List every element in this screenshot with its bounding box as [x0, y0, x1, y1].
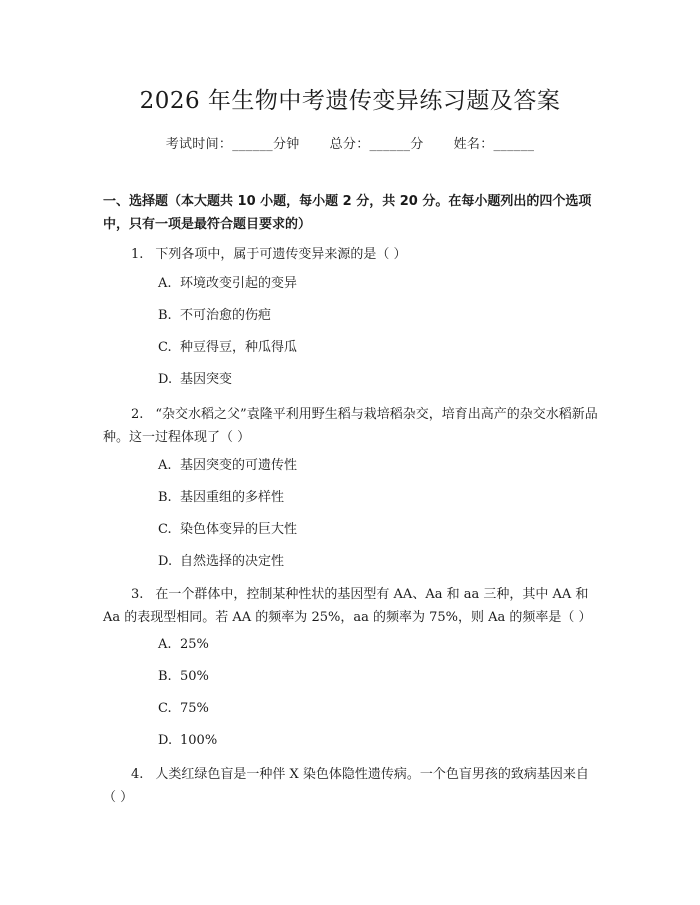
option-text: 基因重组的多样性: [180, 490, 285, 505]
option-text: 50%: [180, 669, 209, 684]
option-text: 基因突变: [180, 372, 233, 387]
option-letter: C.: [158, 340, 172, 355]
option-letter: B.: [158, 669, 172, 684]
option-text: 25%: [180, 637, 209, 652]
option-2c: [158, 521, 297, 539]
option-1b: [158, 307, 271, 325]
option-text: 环境改变引起的变异: [180, 276, 298, 291]
option-text: 染色体变异的巨大性: [180, 522, 298, 537]
option-text: 种豆得豆，种瓜得瓜: [180, 340, 298, 355]
question-1: [103, 243, 600, 266]
option-text: 75%: [180, 701, 209, 716]
option-letter: B.: [158, 308, 172, 323]
exam-time: 考试时间：______分钟: [165, 137, 300, 152]
option-2d: [158, 553, 284, 571]
question-text: 在一个群体中，控制某种性状的基因型有 AA、Aa 和 aa 三种，其中 AA 和 Aa 的表现型相同。若 AA 的频率为 25%，aa 的频率为 75%，则 Aa 的频率是（ ）: [103, 587, 592, 625]
option-letter: D.: [158, 372, 173, 387]
option-text: 自然选择的决定性: [180, 554, 285, 569]
option-text: 100%: [180, 733, 218, 748]
option-2a: [158, 457, 297, 475]
option-3b: [158, 668, 209, 686]
option-letter: C.: [158, 522, 172, 537]
option-letter: B.: [158, 490, 172, 505]
question-3: [103, 583, 600, 629]
option-text: 基因突变的可遗传性: [180, 458, 298, 473]
option-letter: D.: [158, 733, 173, 748]
option-3d: [158, 732, 217, 750]
option-3a: [158, 636, 209, 654]
option-letter: C.: [158, 701, 172, 716]
exam-score: 总分：______分: [329, 137, 424, 152]
option-3c: [158, 700, 209, 718]
exam-info-line: [0, 133, 700, 152]
question-number: 2.: [131, 407, 144, 422]
question-4: [103, 763, 600, 809]
option-1d: [158, 371, 232, 389]
question-number: 1.: [131, 247, 144, 262]
page-title: 2026 年生物中考遗传变异练习题及答案: [139, 88, 561, 114]
option-text: 不可治愈的伤疤: [180, 308, 272, 323]
question-text: 下列各项中，属于可遗传变异来源的是（ ）: [155, 247, 407, 262]
question-text: 人类红绿色盲是一种伴 X 染色体隐性遗传病。一个色盲男孩的致病基因来自（ ）: [103, 767, 589, 805]
section-heading: 一、选择题（本大题共 10 小题，每小题 2 分，共 20 分。在每小题列出的四个选项中，只有一项是最符合题目要求的）: [103, 194, 592, 232]
question-number: 4.: [131, 767, 144, 782]
option-1a: [158, 275, 297, 293]
option-letter: D.: [158, 554, 173, 569]
option-1c: [158, 339, 297, 357]
option-2b: [158, 489, 284, 507]
question-number: 3.: [131, 587, 144, 602]
option-letter: A.: [158, 276, 172, 291]
question-text: “杂交水稻之父”袁隆平利用野生稻与栽培稻杂交，培育出高产的杂交水稻新品种。这一过程体现了（ ）: [103, 407, 598, 445]
question-2: [103, 403, 600, 449]
option-letter: A.: [158, 458, 172, 473]
option-letter: A.: [158, 637, 172, 652]
student-name: 姓名：______: [453, 137, 535, 152]
